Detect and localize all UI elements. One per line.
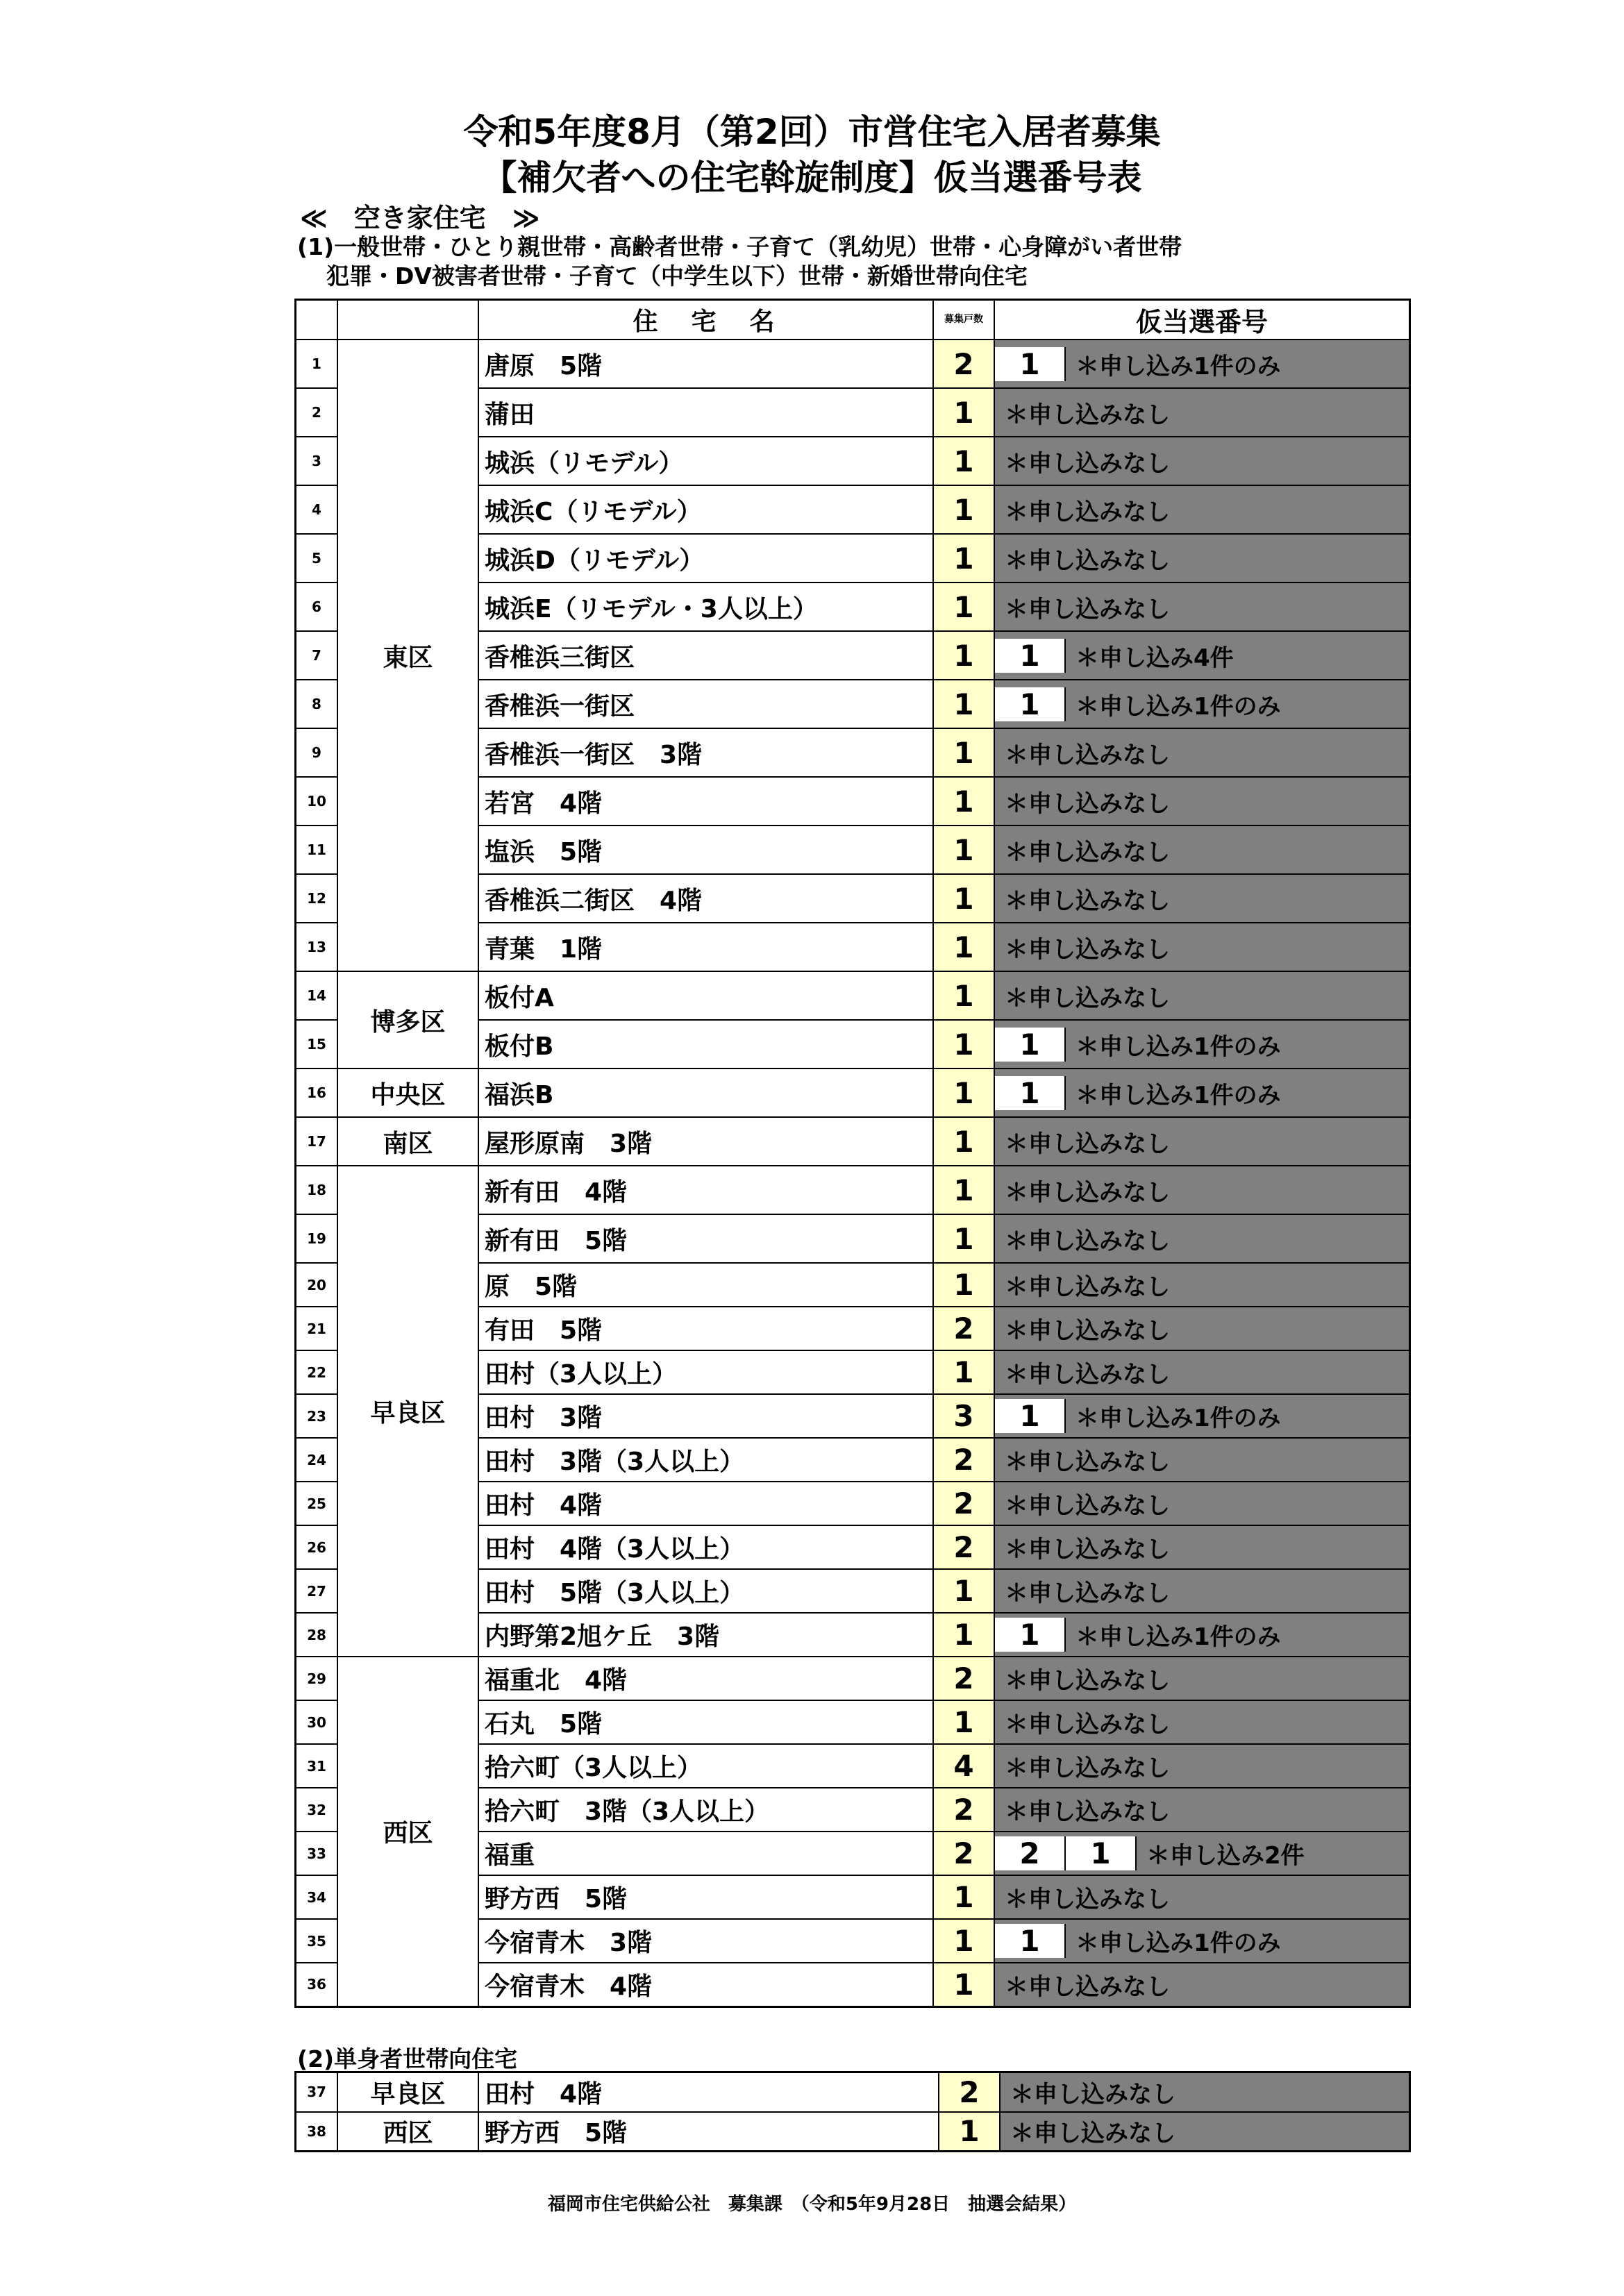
lottery-cell [994, 1394, 1410, 1438]
lottery-cell [994, 1438, 1410, 1482]
ward-name: 中央区 [337, 1069, 478, 1117]
lottery-content [995, 1836, 1409, 1870]
ward-name: 東区 [337, 340, 478, 971]
recruit-count: 2 [933, 1307, 994, 1350]
application-note: ＊申し込みなし [1005, 935, 1170, 964]
application-note: ＊申し込み2件 [1146, 1842, 1305, 1870]
lottery-cell [994, 340, 1410, 388]
lottery-content [995, 1028, 1409, 1062]
recruit-count: 1 [933, 874, 994, 923]
housing-name: 香椎浜一街区 [478, 680, 933, 728]
lottery-cell [994, 826, 1410, 874]
recruit-count: 2 [933, 1482, 994, 1525]
recruit-count: 1 [933, 1875, 994, 1919]
application-note: ＊申し込みなし [1005, 401, 1170, 429]
housing-name: 石丸 5階 [478, 1700, 933, 1744]
row-number: 33 [296, 1832, 338, 1875]
header-ward-cell [337, 300, 478, 340]
lottery-content [995, 493, 1409, 527]
lottery-content [995, 930, 1409, 964]
lottery-cell [994, 1788, 1410, 1832]
housing-name: 拾六町 3階（3人以上） [478, 1788, 933, 1832]
housing-name: 田村（3人以上） [478, 1350, 933, 1394]
application-note: ＊申し込みなし [1005, 1273, 1170, 1301]
application-note: ＊申し込みなし [1005, 1972, 1170, 2001]
application-note: ＊申し込みなし [1005, 1448, 1170, 1476]
recruit-count: 1 [933, 1117, 994, 1166]
lottery-number: 1 [1066, 1836, 1137, 1870]
recruit-count: 2 [933, 340, 994, 388]
recruit-count: 1 [933, 971, 994, 1020]
application-note: ＊申し込みなし [1005, 1361, 1170, 1389]
application-note: ＊申し込みなし [1010, 2080, 1175, 2109]
recruit-count: 2 [933, 1525, 994, 1569]
lottery-number: 1 [995, 347, 1066, 381]
lottery-cell [994, 388, 1410, 437]
lottery-content [995, 785, 1409, 819]
row-number: 3 [296, 437, 338, 485]
lottery-cell [994, 777, 1410, 826]
application-note: ＊申し込みなし [1010, 2120, 1175, 2148]
application-note: ＊申し込み1件のみ [1075, 352, 1281, 380]
application-note: ＊申し込み1件のみ [1075, 1623, 1281, 1651]
housing-name: 青葉 1階 [478, 923, 933, 971]
housing-name: 福重 [478, 1832, 933, 1875]
housing-name: 有田 5階 [478, 1307, 933, 1350]
lottery-content [995, 1443, 1409, 1477]
category2-heading: (2)単身者世帯向住宅 [297, 2045, 518, 2072]
lottery-cell [994, 485, 1410, 534]
lottery-content [995, 396, 1409, 430]
lottery-number: 2 [995, 1836, 1066, 1870]
lottery-cell [994, 1569, 1410, 1613]
housing-name: 新有田 4階 [478, 1166, 933, 1214]
category1-line2: 犯罪・DV被害者世帯・子育て（中学生以下）世帯・新婚世帯向住宅 [326, 262, 1028, 290]
recruit-count: 1 [933, 631, 994, 680]
application-note: ＊申し込みなし [1005, 1130, 1170, 1158]
lottery-cell [994, 680, 1410, 728]
lottery-cell [994, 534, 1410, 583]
lottery-cell [994, 1482, 1410, 1525]
ward-name: 西区 [337, 2112, 478, 2152]
table-row [296, 340, 1410, 388]
footer-note: 福岡市住宅供給公社 募集課 （令和5年9月28日 抽選会結果） [547, 2194, 1077, 2215]
lottery-cell [994, 1613, 1410, 1657]
main-lottery-table [294, 299, 1411, 2008]
recruit-count: 2 [933, 1788, 994, 1832]
lottery-content [995, 1661, 1409, 1695]
lottery-content [995, 1530, 1409, 1564]
application-note: ＊申し込みなし [1005, 984, 1170, 1012]
row-number: 21 [296, 1307, 338, 1350]
application-note: ＊申し込みなし [1005, 1492, 1170, 1520]
application-note: ＊申し込みなし [1005, 1711, 1170, 1738]
lottery-number: 1 [995, 1399, 1066, 1433]
recruit-count: 1 [933, 534, 994, 583]
recruit-count: 1 [933, 1963, 994, 2006]
row-number: 11 [296, 826, 338, 874]
application-note: ＊申し込みなし [1005, 546, 1170, 575]
application-note: ＊申し込みなし [1005, 1798, 1170, 1826]
row-number: 28 [296, 1613, 338, 1657]
row-number: 6 [296, 583, 338, 631]
lottery-cell [994, 923, 1410, 971]
application-note: ＊申し込みなし [1005, 1754, 1170, 1782]
recruit-count: 2 [939, 2072, 1000, 2112]
recruit-count: 2 [933, 1832, 994, 1875]
lottery-content [995, 736, 1409, 770]
row-number: 24 [296, 1438, 338, 1482]
recruit-count: 1 [933, 923, 994, 971]
table-row [296, 2112, 1410, 2152]
section-heading: ≪ 空き家住宅 ≫ [300, 203, 540, 233]
lottery-cell [994, 971, 1410, 1020]
row-number: 2 [296, 388, 338, 437]
lottery-content [995, 347, 1409, 381]
page-title-line2: 【補欠者への住宅斡旋制度】仮当選番号表 [482, 158, 1142, 198]
lottery-cell [994, 1350, 1410, 1394]
row-number: 8 [296, 680, 338, 728]
lottery-cell [994, 1214, 1410, 1263]
application-note: ＊申し込みなし [1005, 1536, 1170, 1564]
lottery-content [995, 1486, 1409, 1520]
application-note: ＊申し込みなし [1005, 1178, 1170, 1207]
lottery-content [1001, 2114, 1409, 2148]
application-note: ＊申し込みなし [1005, 1317, 1170, 1345]
row-number: 5 [296, 534, 338, 583]
lottery-content [995, 1793, 1409, 1827]
application-note: ＊申し込みなし [1005, 1886, 1170, 1913]
lottery-cell [994, 1525, 1410, 1569]
recruit-count: 1 [939, 2112, 1000, 2152]
lottery-content [995, 1312, 1409, 1346]
recruit-count: 1 [933, 1613, 994, 1657]
row-number: 14 [296, 971, 338, 1020]
lottery-content [995, 1222, 1409, 1256]
lottery-cell [994, 728, 1410, 777]
application-note: ＊申し込み1件のみ [1075, 1081, 1281, 1109]
application-note: ＊申し込み4件 [1075, 644, 1234, 672]
row-number: 4 [296, 485, 338, 534]
row-number: 27 [296, 1569, 338, 1613]
housing-name: 城浜（リモデル） [478, 437, 933, 485]
ward-name: 早良区 [337, 2072, 478, 2112]
housing-name: 拾六町（3人以上） [478, 1744, 933, 1788]
housing-name: 田村 4階 [478, 2072, 939, 2112]
housing-name: 香椎浜一街区 3階 [478, 728, 933, 777]
housing-name: 塩浜 5階 [478, 826, 933, 874]
lottery-content [1001, 2075, 1409, 2109]
application-note: ＊申し込みなし [1005, 789, 1170, 818]
recruit-count: 1 [933, 1263, 994, 1307]
lottery-content [995, 1968, 1409, 2002]
row-number: 12 [296, 874, 338, 923]
single-lottery-table [294, 2071, 1411, 2152]
lottery-content [995, 444, 1409, 478]
housing-name: 今宿青木 4階 [478, 1963, 933, 2006]
recruit-count: 1 [933, 583, 994, 631]
lottery-cell [1000, 2072, 1410, 2112]
row-number: 22 [296, 1350, 338, 1394]
lottery-cell [994, 1744, 1410, 1788]
row-number: 34 [296, 1875, 338, 1919]
row-number: 19 [296, 1214, 338, 1263]
row-number: 17 [296, 1117, 338, 1166]
application-note: ＊申し込み1件のみ [1075, 692, 1281, 721]
lottery-content [995, 1125, 1409, 1159]
lottery-content [995, 1924, 1409, 1958]
lottery-cell [994, 631, 1410, 680]
row-number: 16 [296, 1069, 338, 1117]
row-number: 35 [296, 1919, 338, 1963]
row-number: 36 [296, 1963, 338, 2006]
category1-line1: (1)一般世帯・ひとり親世帯・高齢者世帯・子育て（乳幼児）世帯・心身障がい者世帯 [297, 233, 1182, 260]
lottery-cell [994, 583, 1410, 631]
header-name: 住 宅 名 [478, 300, 933, 340]
housing-name: 内野第2旭ケ丘 3階 [478, 1613, 933, 1657]
recruit-count: 1 [933, 437, 994, 485]
lottery-content [995, 1618, 1409, 1652]
housing-name: 新有田 5階 [478, 1214, 933, 1263]
lottery-content [995, 1749, 1409, 1783]
lottery-content [995, 833, 1409, 867]
row-number: 26 [296, 1525, 338, 1569]
housing-name: 田村 4階（3人以上） [478, 1525, 933, 1569]
lottery-number: 1 [995, 1924, 1066, 1958]
application-note: ＊申し込みなし [1005, 1227, 1170, 1255]
row-number: 13 [296, 923, 338, 971]
application-note: ＊申し込み1件のみ [1075, 1032, 1281, 1061]
header-count: 募集戸数 [933, 300, 994, 340]
lottery-cell [994, 1700, 1410, 1744]
lottery-content [995, 1173, 1409, 1207]
housing-name: 今宿青木 3階 [478, 1919, 933, 1963]
application-note: ＊申し込みなし [1005, 595, 1170, 623]
lottery-content [995, 1268, 1409, 1302]
housing-name: 野方西 5階 [478, 1875, 933, 1919]
lottery-cell [1000, 2112, 1410, 2152]
lottery-content [995, 590, 1409, 624]
recruit-count: 1 [933, 826, 994, 874]
housing-name: 福重北 4階 [478, 1657, 933, 1700]
housing-name: 福浜B [478, 1069, 933, 1117]
row-number: 7 [296, 631, 338, 680]
recruit-count: 1 [933, 728, 994, 777]
recruit-count: 1 [933, 1700, 994, 1744]
lottery-cell [994, 1166, 1410, 1214]
row-number: 25 [296, 1482, 338, 1525]
ward-name: 早良区 [337, 1166, 478, 1657]
recruit-count: 3 [933, 1394, 994, 1438]
row-number: 1 [296, 340, 338, 388]
lottery-cell [994, 437, 1410, 485]
housing-name: 城浜C（リモデル） [478, 485, 933, 534]
housing-name: 香椎浜二街区 4階 [478, 874, 933, 923]
housing-name: 香椎浜三街区 [478, 631, 933, 680]
recruit-count: 1 [933, 1069, 994, 1117]
table-row [296, 1657, 1410, 1700]
lottery-content [995, 1399, 1409, 1433]
table-row [296, 2072, 1410, 2112]
row-number: 20 [296, 1263, 338, 1307]
application-note: ＊申し込みなし [1005, 741, 1170, 769]
table-row [296, 1117, 1410, 1166]
row-number: 23 [296, 1394, 338, 1438]
row-number: 30 [296, 1700, 338, 1744]
housing-name: 田村 3階 [478, 1394, 933, 1438]
table-header-row [296, 300, 1410, 340]
header-no-cell [296, 300, 338, 340]
ward-name: 西区 [337, 1657, 478, 2006]
ward-name: 南区 [337, 1117, 478, 1166]
housing-name: 板付A [478, 971, 933, 1020]
table-row [296, 971, 1410, 1020]
housing-name: 野方西 5階 [478, 2112, 939, 2152]
table-row [296, 1069, 1410, 1117]
row-number: 38 [296, 2112, 338, 2152]
row-number: 32 [296, 1788, 338, 1832]
housing-name: 屋形原南 3階 [478, 1117, 933, 1166]
housing-name: 田村 5階（3人以上） [478, 1569, 933, 1613]
row-number: 10 [296, 777, 338, 826]
application-note: ＊申し込みなし [1005, 887, 1170, 915]
ward-name: 博多区 [337, 971, 478, 1069]
lottery-content [995, 882, 1409, 916]
housing-name: 田村 4階 [478, 1482, 933, 1525]
row-number: 37 [296, 2072, 338, 2112]
housing-name: 原 5階 [478, 1263, 933, 1307]
row-number: 15 [296, 1020, 338, 1069]
housing-name: 城浜E（リモデル・3人以上） [478, 583, 933, 631]
lottery-cell [994, 874, 1410, 923]
lottery-cell [994, 1307, 1410, 1350]
housing-name: 田村 3階（3人以上） [478, 1438, 933, 1482]
lottery-number: 1 [995, 639, 1066, 673]
row-number: 18 [296, 1166, 338, 1214]
housing-name: 唐原 5階 [478, 340, 933, 388]
lottery-content [995, 639, 1409, 673]
recruit-count: 1 [933, 1350, 994, 1394]
application-note: ＊申し込みなし [1005, 838, 1170, 866]
lottery-cell [994, 1919, 1410, 1963]
lottery-cell [994, 1263, 1410, 1307]
lottery-cell [994, 1069, 1410, 1117]
lottery-content [995, 979, 1409, 1013]
lottery-number: 1 [995, 1076, 1066, 1110]
recruit-count: 1 [933, 1569, 994, 1613]
lottery-content [995, 1705, 1409, 1739]
recruit-count: 1 [933, 1166, 994, 1214]
lottery-content [995, 687, 1409, 721]
lottery-cell [994, 1020, 1410, 1069]
application-note: ＊申し込み1件のみ [1075, 1405, 1281, 1432]
table-row [296, 1166, 1410, 1214]
lottery-cell [994, 1657, 1410, 1700]
row-number: 31 [296, 1744, 338, 1788]
page-title-line1: 令和5年度8月（第2回）市営住宅入居者募集 [463, 112, 1161, 152]
row-number: 29 [296, 1657, 338, 1700]
header-lottery: 仮当選番号 [994, 300, 1410, 340]
application-note: ＊申し込みなし [1005, 1667, 1170, 1695]
lottery-number: 1 [995, 1028, 1066, 1062]
recruit-count: 1 [933, 388, 994, 437]
recruit-count: 2 [933, 1438, 994, 1482]
lottery-content [995, 1076, 1409, 1110]
application-note: ＊申し込みなし [1005, 498, 1170, 526]
lottery-content [995, 1355, 1409, 1389]
recruit-count: 1 [933, 1919, 994, 1963]
recruit-count: 2 [933, 1657, 994, 1700]
lottery-number: 1 [995, 687, 1066, 721]
lottery-content [995, 1574, 1409, 1608]
housing-name: 若宮 4階 [478, 777, 933, 826]
lottery-cell [994, 1963, 1410, 2006]
recruit-count: 1 [933, 485, 994, 534]
lottery-cell [994, 1832, 1410, 1875]
application-note: ＊申し込み1件のみ [1075, 1929, 1281, 1957]
housing-name: 蒲田 [478, 388, 933, 437]
recruit-count: 1 [933, 680, 994, 728]
lottery-cell [994, 1117, 1410, 1166]
lottery-content [995, 1880, 1409, 1914]
lottery-cell [994, 1875, 1410, 1919]
application-note: ＊申し込みなし [1005, 1579, 1170, 1607]
housing-name: 城浜D（リモデル） [478, 534, 933, 583]
lottery-content [995, 542, 1409, 576]
recruit-count: 4 [933, 1744, 994, 1788]
application-note: ＊申し込みなし [1005, 449, 1170, 478]
row-number: 9 [296, 728, 338, 777]
recruit-count: 1 [933, 1020, 994, 1069]
recruit-count: 1 [933, 777, 994, 826]
recruit-count: 1 [933, 1214, 994, 1263]
lottery-number: 1 [995, 1618, 1066, 1652]
housing-name: 板付B [478, 1020, 933, 1069]
